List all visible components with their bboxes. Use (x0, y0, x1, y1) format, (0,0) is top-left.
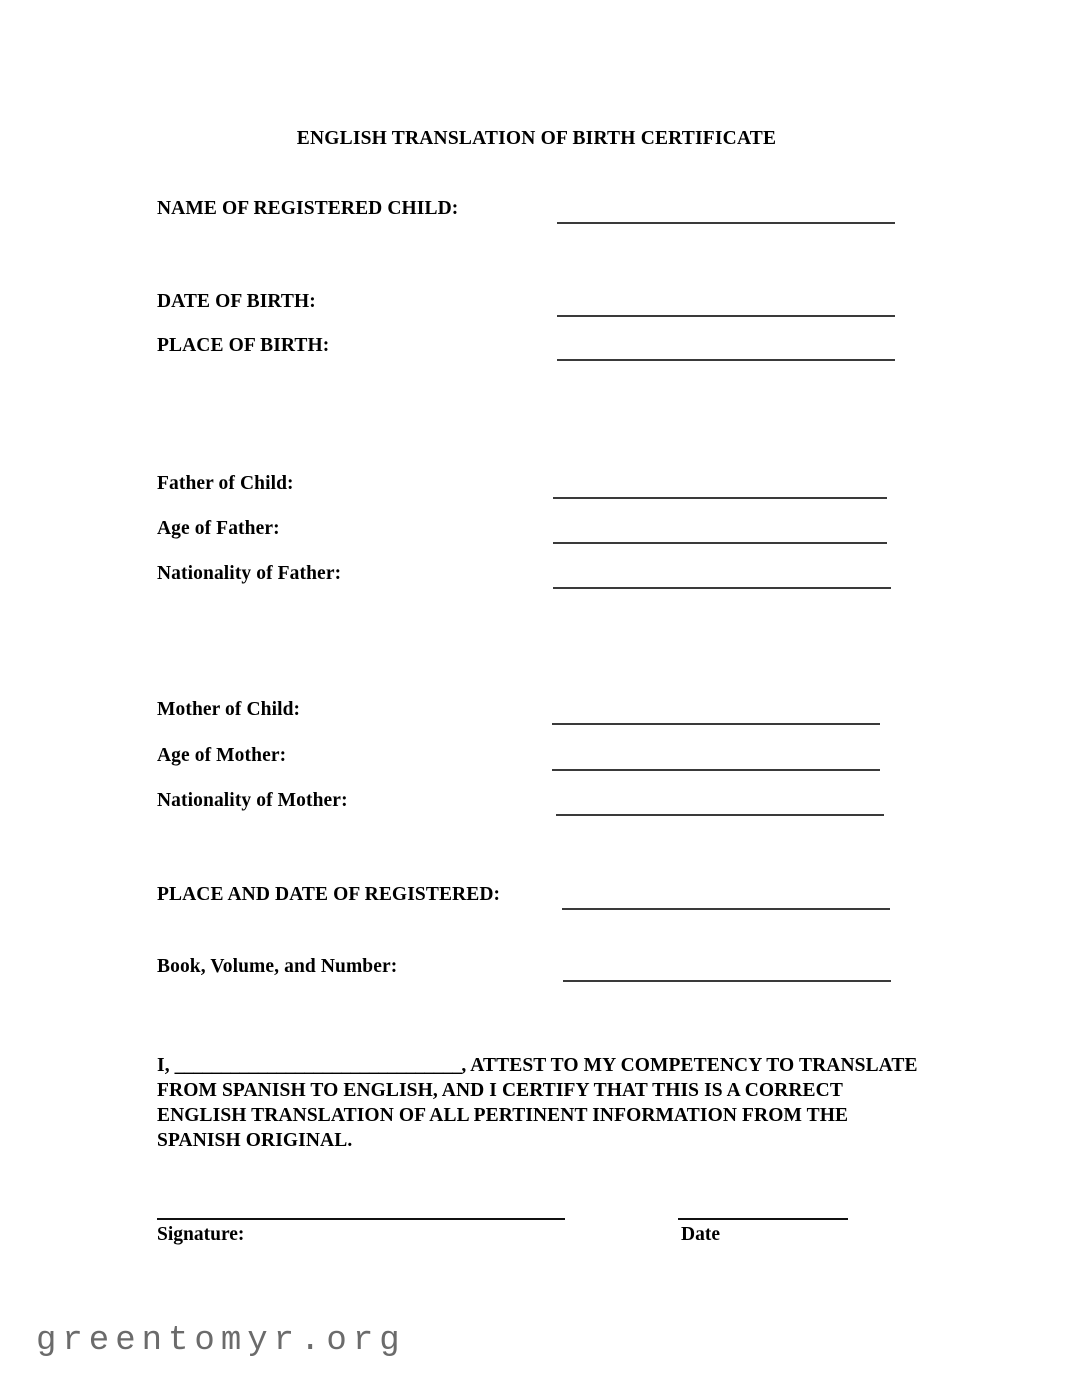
input-signature[interactable] (157, 1218, 565, 1220)
input-age-of-father[interactable] (553, 542, 887, 544)
field-row-place-of-birth (157, 335, 957, 361)
field-row-book-volume-number (157, 956, 957, 982)
label-book-volume-colon: : (390, 956, 398, 977)
label-book-volume-and-number: Book, Volume, and Number (157, 956, 391, 977)
label-nationality-of-mother: Nationality of Mother: (157, 790, 348, 811)
label-date: Date (681, 1224, 720, 1245)
input-nationality-of-father[interactable] (553, 587, 891, 589)
label-father-of-child: Father of Child: (157, 473, 294, 494)
label-age-of-mother: Age of Mother: (157, 745, 287, 766)
attestation-paragraph (157, 1053, 932, 1153)
field-row-mother-of-child (157, 699, 957, 725)
label-nationality-of-father: Nationality of Father: (157, 563, 342, 584)
field-row-nationality-of-mother (157, 790, 957, 816)
site-watermark: greentomyr.org (36, 1322, 406, 1360)
input-date[interactable] (678, 1218, 848, 1220)
label-mother-of-child: Mother of Child: (157, 699, 301, 720)
attestation-line1-rest: , ATTEST TO MY COMPETENCY TO (461, 1055, 795, 1076)
attestation-line3: A CORRECT ENGLISH TRANSLATION OF ALL PERTINENT (157, 1080, 843, 1126)
field-row-place-and-date-registered (157, 884, 957, 910)
field-row-age-of-father (157, 518, 957, 544)
field-row-father-of-child (157, 473, 957, 499)
page-title: ENGLISH TRANSLATION OF BIRTH CERTIFICATE (296, 128, 777, 149)
input-translator-name[interactable]: _______________________________ (174, 1055, 462, 1076)
input-name-of-registered-child[interactable] (557, 222, 895, 224)
label-date-of-birth: DATE OF BIRTH: (157, 291, 316, 312)
field-row-nationality-of-father (157, 563, 957, 589)
input-father-of-child[interactable] (553, 497, 887, 499)
field-row-date-of-birth (157, 291, 957, 317)
attestation-line2: TRANSLATE FROM SPANISH TO ENGLISH, AND I CERTIFY THAT THIS IS (157, 1055, 918, 1101)
label-age-of-father: Age of Father: (157, 518, 280, 539)
label-place-of-birth: PLACE OF BIRTH: (157, 335, 330, 356)
label-name-of-registered-child: NAME OF REGISTERED CHILD: (157, 198, 459, 219)
input-book-volume-and-number[interactable] (563, 980, 891, 982)
field-row-child-name (157, 198, 957, 224)
label-signature: Signature: (157, 1224, 245, 1245)
input-age-of-mother[interactable] (552, 769, 880, 771)
input-place-of-birth[interactable] (557, 359, 895, 361)
label-place-and-date-of-registered: PLACE AND DATE OF REGISTERED: (157, 884, 501, 905)
input-date-of-birth[interactable] (557, 315, 895, 317)
input-place-and-date-of-registered[interactable] (562, 908, 890, 910)
attestation-line4: INFORMATION FROM THE SPANISH ORIGINAL. (157, 1105, 849, 1151)
input-mother-of-child[interactable] (552, 723, 880, 725)
input-nationality-of-mother[interactable] (556, 814, 884, 816)
field-row-age-of-mother (157, 745, 957, 771)
attestation-lead-in: I, (157, 1055, 175, 1076)
